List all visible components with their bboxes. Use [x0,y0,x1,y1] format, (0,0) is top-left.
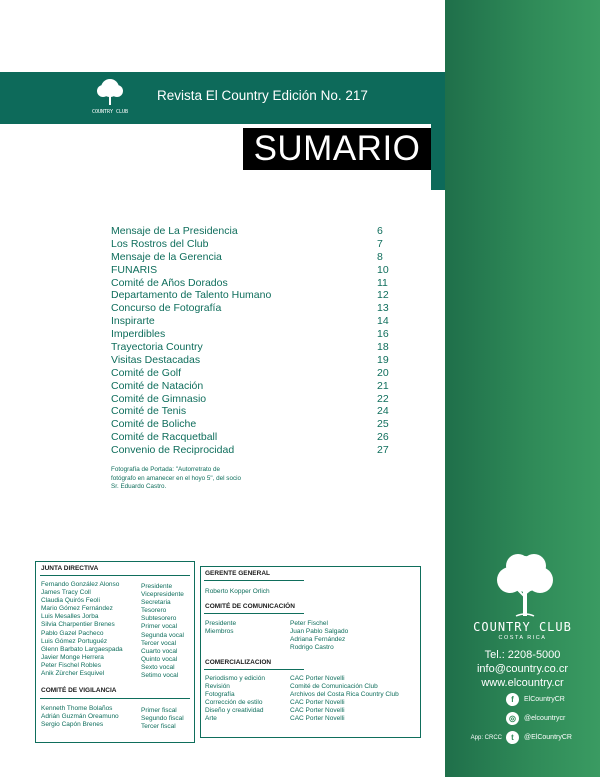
member-role: Setimo vocal [141,672,179,680]
staff-credits-box [200,566,421,738]
member-role: Cuarto vocal [141,647,178,655]
toc-entry[interactable] [111,328,391,341]
credit-role: Periodismo y edición [205,675,265,682]
social-row-twitter[interactable] [458,728,593,747]
gerente-heading: GERENTE GENERAL [205,570,271,577]
member-role: Presidente [205,620,237,627]
toc-entry-page: 24 [377,405,389,418]
member-name: Rodrigo Castro [290,644,334,652]
toc-entry-page: 7 [377,237,383,250]
toc-entry[interactable] [111,264,391,277]
svg-text:COUNTRY CLUB: COUNTRY CLUB [91,109,129,115]
toc-entry-page: 25 [377,418,389,431]
member-role: Tercer vocal [141,639,177,647]
toc-entry-page: 10 [377,263,389,276]
member-role: Sexto vocal [141,663,175,671]
contact-info [460,648,585,690]
credit-role: Arte [205,715,217,723]
toc-entry[interactable] [111,315,391,328]
app-label: App: CRCC [470,734,502,741]
member-name: Mario Gómez Fernández [41,605,113,613]
toc-entry-page: 14 [377,315,389,328]
tree-logo-icon [88,75,132,121]
email-link[interactable]: info@country.co.cr [476,663,569,675]
toc-entry-page: 26 [377,431,389,444]
member-name: Luis Mesalles Jorba [41,613,99,621]
junta-heading: JUNTA DIRECTIVA [41,565,99,572]
credit-role: Diseño y creatividad [205,707,264,715]
junta-names [41,581,141,678]
toc-entry-title: Visitas Destacadas [111,353,201,366]
toc-entry-title: FUNARIS [111,263,158,276]
toc-entry[interactable] [111,277,391,290]
toc-entry[interactable] [111,341,391,354]
toc-entry-page: 12 [377,289,389,302]
gerente-name: Roberto Kopper Orlich [205,588,270,595]
toc-entry[interactable] [111,431,391,444]
credit-name: CAC Porter Novelli [290,715,345,723]
toc-entry-title: Departamento de Talento Humano [111,289,272,302]
credit-name: CAC Porter Novelli [290,699,345,707]
toc-entry-title: Convenio de Reciprocidad [111,444,235,457]
toc-entry[interactable] [111,367,391,380]
toc-entry[interactable] [111,405,391,418]
toc-entry[interactable] [111,225,391,238]
instagram-handle: @elcountrycr [524,715,566,722]
toc-entry-title: Comité de Años Dorados [111,276,228,289]
toc-entry-title: Inspirarte [111,315,155,328]
toc-entry-title: Comité de Natación [111,379,204,392]
comercializacion-names [290,675,420,724]
member-name: Silvia Charpentier Brenes [41,621,115,629]
member-name: Luis Gómez Portuguéz [41,637,108,645]
member-name: Adrián Guzmán Oreamuno [41,713,119,721]
cover-photo-credit: Fotografía de Portada: "Autorretrato de fotógrafo en amanecer en el hoyo 5", del socio Sr. Eduardo Castro. [111,466,242,490]
toc-entry-page: 19 [377,353,389,366]
toc-entry-title: Comité de Gimnasio [111,392,207,405]
toc-entry-title: Comité de Racquetball [111,431,218,444]
member-role: Segundo fiscal [141,715,184,723]
toc-entry-page: 18 [377,341,389,354]
tree-logo-icon [480,552,570,624]
member-name: Sergio Capón Brenes [41,721,104,729]
member-name: Anik Zürcher Esquivel [41,670,105,678]
member-role: Primer fiscal [141,707,177,714]
member-name: Kenneth Thome Bolaños [41,705,113,712]
member-role: Segunda vocal [141,631,185,639]
junta-roles [141,583,196,680]
toc-entry[interactable] [111,238,391,251]
toc-entry-title: Imperdibles [111,328,166,341]
comercializacion-roles [205,675,290,724]
member-role: Vicepresidente [141,591,184,599]
comunicacion-names [290,620,410,652]
phone-number: Tel.: 2208-5000 [484,649,561,661]
toc-entry-page: 20 [377,366,389,379]
credit-role: Fotografía [205,691,235,699]
member-name: Glenn Barbato Largaespada [41,645,123,653]
website-link[interactable]: www.elcountry.cr [481,677,564,689]
junta-directiva-box [35,561,195,743]
twitter-icon: t [506,731,519,744]
divider [204,669,304,670]
page-title: SUMARIO [253,129,421,168]
member-name: Adriana Fernández [290,636,346,644]
toc-entry[interactable] [111,380,391,393]
divider [40,698,190,699]
member-name: Fernando González Alonso [41,581,120,588]
toc-entry-page: 27 [377,444,389,457]
toc-entry[interactable] [111,418,391,431]
toc-entry-title: Mensaje de La Presidencia [111,225,238,237]
vigilancia-roles [141,707,196,731]
divider [204,613,304,614]
sidebar-brand-sub: COSTA RICA [498,635,547,641]
toc-entry-title: Comité de Boliche [111,418,197,431]
member-role: Quinto vocal [141,655,178,663]
sidebar-brand-name: COUNTRY CLUB [473,620,572,634]
member-role: Subtesorero [141,615,177,623]
member-role: Miembros [205,628,234,636]
toc-entry-title: Trayectoria Country [111,341,203,354]
member-name: James Tracy Coll [41,589,91,597]
credit-role: Revisión [205,683,230,691]
toc-entry-title: Comité de Tenis [111,405,187,418]
member-role: Tercer fiscal [141,723,176,731]
title-accent-bar [431,124,445,190]
divider [204,580,304,581]
credit-role: Corrección de estilo [205,699,263,707]
member-role: Presidente [141,583,173,590]
toc-entry-page: 6 [377,225,383,237]
member-name: Peter Fischel [290,620,328,627]
member-name: Juan Pablo Salgado [290,628,349,636]
credit-name: CAC Porter Novelli [290,707,345,715]
toc-entry-page: 11 [377,276,388,289]
social-links [458,690,593,747]
member-role: Primer vocal [141,623,178,631]
toc-entry[interactable] [111,251,391,264]
toc-entry-page: 22 [377,392,389,405]
toc-entry-page: 8 [377,250,383,263]
member-role: Secretaria [141,599,171,607]
member-role: Tesorero [141,607,167,615]
member-name: Claudia Quirós Feoli [41,597,100,605]
divider [40,575,190,576]
toc-entry[interactable] [111,354,391,367]
toc-entry[interactable] [111,302,391,315]
toc-entry-page: 16 [377,328,389,341]
facebook-icon: f [506,693,519,706]
toc-entry-page: 21 [377,379,389,392]
comercializacion-heading: COMERCIALIZACION [205,659,272,666]
table-of-contents [111,225,391,457]
magazine-edition-title: Revista El Country Edición No. 217 [157,88,368,103]
toc-entry-title: Mensaje de la Gerencia [111,250,222,263]
toc-entry-title: Los Rostros del Club [111,237,209,250]
instagram-icon: ◎ [506,712,519,725]
vigilancia-names [41,705,141,729]
twitter-handle: @ElCountryCR [524,734,572,741]
comunicacion-heading: COMITÉ DE COMUNICACIÓN [205,603,295,610]
credit-name: Archivos del Costa Rica Country Club [290,691,399,699]
toc-entry-title: Comité de Golf [111,366,182,379]
toc-entry-page: 13 [377,302,389,315]
toc-entry[interactable] [111,289,391,302]
toc-entry[interactable] [111,393,391,406]
member-name: Peter Fischel Robles [41,661,101,669]
vigilancia-heading: COMITÉ DE VIGILANCIA [41,687,117,694]
member-name: Pablo Gazel Pacheco [41,629,104,637]
social-row-instagram[interactable] [458,709,593,728]
facebook-handle: ElCountryCR [524,696,565,703]
credit-name: Comité de Comunicación Club [290,683,378,691]
comunicacion-roles [205,620,285,636]
credit-name: CAC Porter Novelli [290,675,345,682]
toc-entry-title: Concurso de Fotografía [111,302,222,315]
social-row-facebook[interactable] [458,690,593,709]
toc-entry[interactable] [111,444,391,457]
member-name: Javier Monge Herrera [41,653,104,661]
